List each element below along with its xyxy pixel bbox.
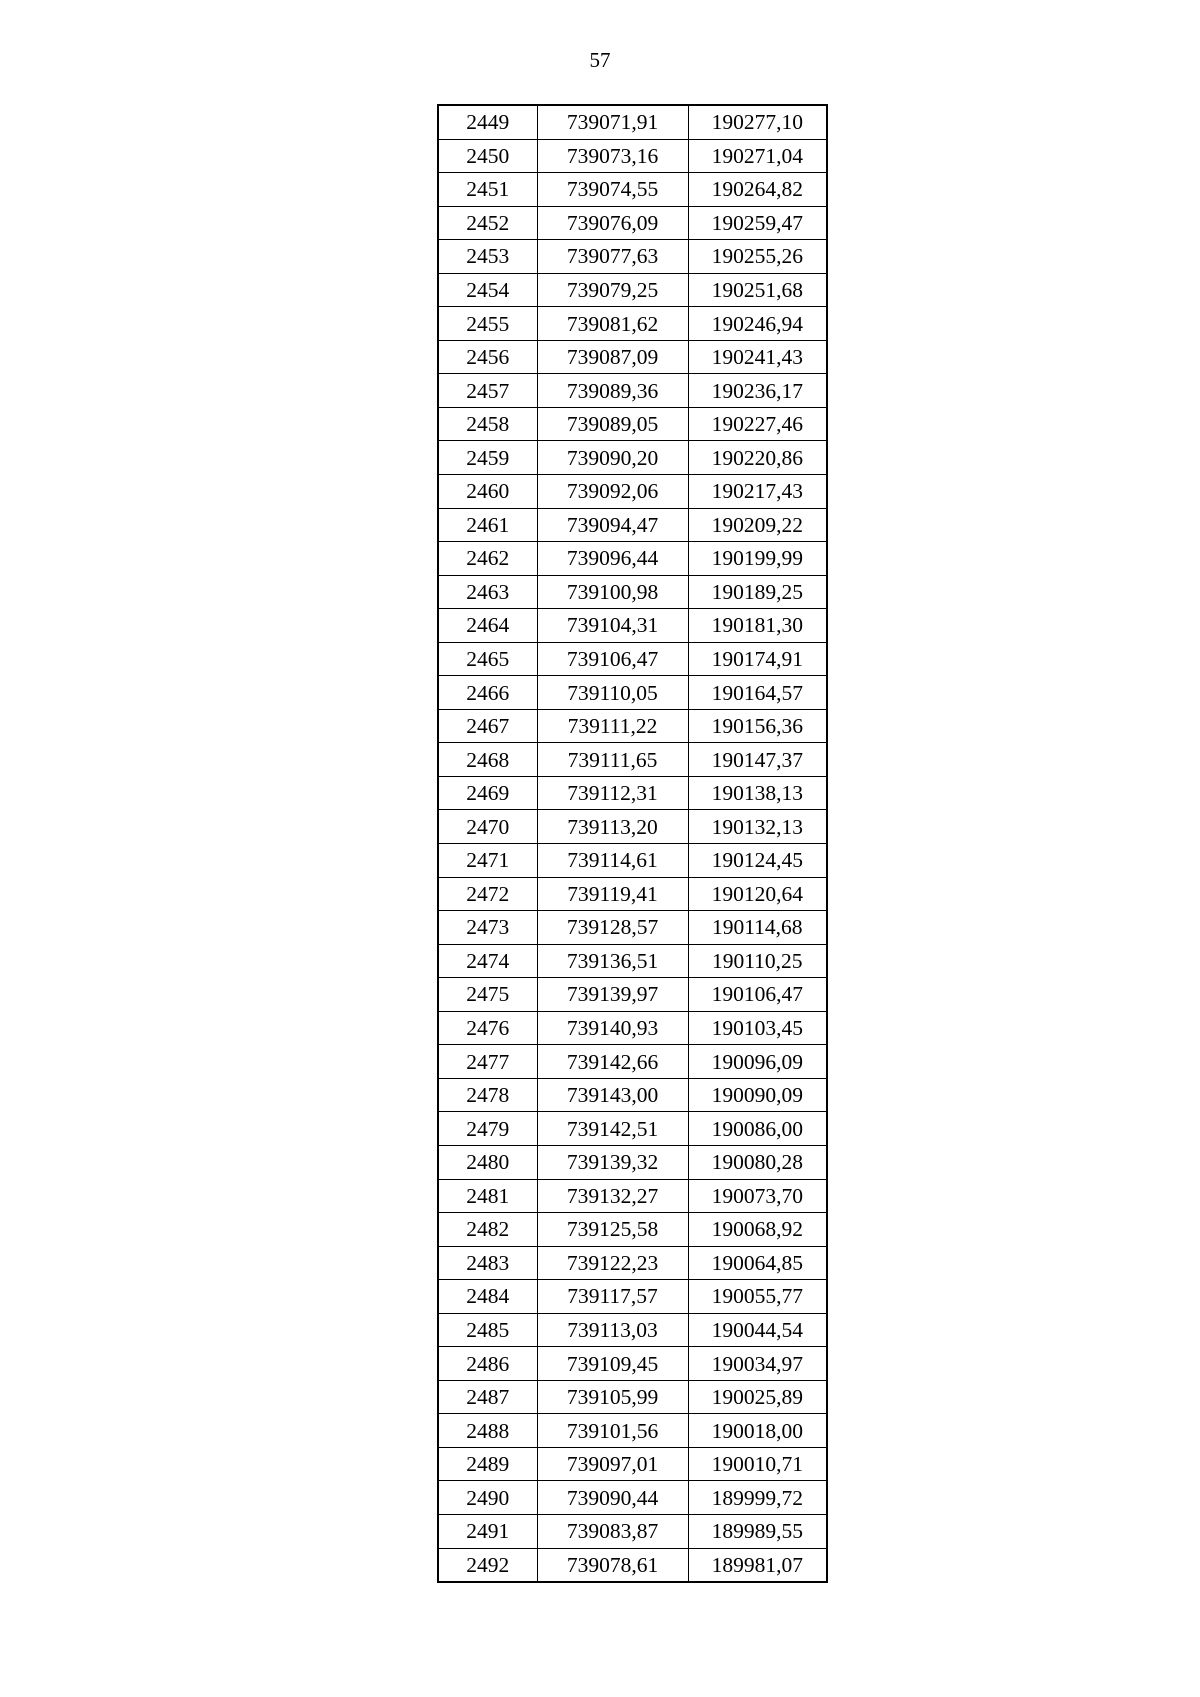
x-coordinate-cell: 739077,63 [537,240,688,274]
point-number-cell: 2483 [438,1246,537,1280]
y-coordinate-cell: 190174,91 [688,642,827,676]
y-coordinate-cell: 190025,89 [688,1380,827,1414]
point-number-cell: 2458 [438,407,537,441]
y-coordinate-cell: 190236,17 [688,374,827,408]
table-row [438,1414,827,1448]
y-coordinate-cell: 190138,13 [688,776,827,810]
y-coordinate-cell: 189999,72 [688,1481,827,1515]
y-coordinate-cell: 189981,07 [688,1548,827,1582]
page-number: 57 [589,48,611,72]
point-number-cell: 2465 [438,642,537,676]
x-coordinate-cell: 739090,20 [537,441,688,475]
x-coordinate-cell: 739092,06 [537,475,688,509]
table-row [438,743,827,777]
point-number-cell: 2467 [438,709,537,743]
table-row [438,374,827,408]
table-row [438,1313,827,1347]
x-coordinate-cell: 739111,22 [537,709,688,743]
y-coordinate-cell: 190156,36 [688,709,827,743]
table-row [438,441,827,475]
table-row [438,407,827,441]
y-coordinate-cell: 190264,82 [688,173,827,207]
point-number-cell: 2490 [438,1481,537,1515]
y-coordinate-cell: 190064,85 [688,1246,827,1280]
x-coordinate-cell: 739110,05 [537,676,688,710]
y-coordinate-cell: 190241,43 [688,340,827,374]
table-row [438,709,827,743]
table-row [438,1145,827,1179]
point-number-cell: 2480 [438,1145,537,1179]
x-coordinate-cell: 739140,93 [537,1011,688,1045]
table-row [438,1548,827,1582]
point-number-cell: 2477 [438,1045,537,1079]
table-row [438,340,827,374]
point-number-cell: 2491 [438,1514,537,1548]
table-row [438,307,827,341]
coordinates-table [437,104,828,1583]
point-number-cell: 2457 [438,374,537,408]
y-coordinate-cell: 190209,22 [688,508,827,542]
x-coordinate-cell: 739143,00 [537,1078,688,1112]
table-row [438,911,827,945]
table-row [438,1045,827,1079]
point-number-cell: 2460 [438,475,537,509]
x-coordinate-cell: 739117,57 [537,1280,688,1314]
x-coordinate-cell: 739113,03 [537,1313,688,1347]
point-number-cell: 2452 [438,206,537,240]
point-number-cell: 2455 [438,307,537,341]
y-coordinate-cell: 190277,10 [688,105,827,139]
table-row [438,542,827,576]
y-coordinate-cell: 190103,45 [688,1011,827,1045]
y-coordinate-cell: 190086,00 [688,1112,827,1146]
x-coordinate-cell: 739078,61 [537,1548,688,1582]
point-number-cell: 2482 [438,1213,537,1247]
point-number-cell: 2492 [438,1548,537,1582]
x-coordinate-cell: 739106,47 [537,642,688,676]
point-number-cell: 2451 [438,173,537,207]
y-coordinate-cell: 190132,13 [688,810,827,844]
point-number-cell: 2476 [438,1011,537,1045]
coordinates-table-body [438,105,827,1582]
table-row [438,844,827,878]
x-coordinate-cell: 739136,51 [537,944,688,978]
point-number-cell: 2481 [438,1179,537,1213]
point-number-cell: 2479 [438,1112,537,1146]
table-row [438,1447,827,1481]
point-number-cell: 2464 [438,609,537,643]
point-number-cell: 2474 [438,944,537,978]
table-row [438,609,827,643]
y-coordinate-cell: 190164,57 [688,676,827,710]
y-coordinate-cell: 190106,47 [688,978,827,1012]
table-row [438,1280,827,1314]
y-coordinate-cell: 190259,47 [688,206,827,240]
y-coordinate-cell: 190096,09 [688,1045,827,1079]
x-coordinate-cell: 739142,66 [537,1045,688,1079]
point-number-cell: 2461 [438,508,537,542]
table-row [438,1179,827,1213]
point-number-cell: 2486 [438,1347,537,1381]
x-coordinate-cell: 739125,58 [537,1213,688,1247]
y-coordinate-cell: 190120,64 [688,877,827,911]
x-coordinate-cell: 739096,44 [537,542,688,576]
x-coordinate-cell: 739090,44 [537,1481,688,1515]
x-coordinate-cell: 739071,91 [537,105,688,139]
point-number-cell: 2485 [438,1313,537,1347]
x-coordinate-cell: 739111,65 [537,743,688,777]
point-number-cell: 2449 [438,105,537,139]
y-coordinate-cell: 189989,55 [688,1514,827,1548]
y-coordinate-cell: 190255,26 [688,240,827,274]
y-coordinate-cell: 190044,54 [688,1313,827,1347]
table-row [438,877,827,911]
point-number-cell: 2468 [438,743,537,777]
table-row [438,1011,827,1045]
y-coordinate-cell: 190114,68 [688,911,827,945]
x-coordinate-cell: 739083,87 [537,1514,688,1548]
table-row [438,944,827,978]
table-row [438,139,827,173]
x-coordinate-cell: 739087,09 [537,340,688,374]
table-row [438,1246,827,1280]
x-coordinate-cell: 739105,99 [537,1380,688,1414]
table-row [438,810,827,844]
table-row [438,1347,827,1381]
table-row [438,1481,827,1515]
x-coordinate-cell: 739132,27 [537,1179,688,1213]
point-number-cell: 2462 [438,542,537,576]
point-number-cell: 2463 [438,575,537,609]
x-coordinate-cell: 739142,51 [537,1112,688,1146]
table-row [438,173,827,207]
y-coordinate-cell: 190217,43 [688,475,827,509]
table-row [438,676,827,710]
y-coordinate-cell: 190227,46 [688,407,827,441]
x-coordinate-cell: 739128,57 [537,911,688,945]
point-number-cell: 2453 [438,240,537,274]
x-coordinate-cell: 739097,01 [537,1447,688,1481]
y-coordinate-cell: 190068,92 [688,1213,827,1247]
table-row [438,475,827,509]
y-coordinate-cell: 190251,68 [688,273,827,307]
y-coordinate-cell: 190110,25 [688,944,827,978]
y-coordinate-cell: 190147,37 [688,743,827,777]
x-coordinate-cell: 739100,98 [537,575,688,609]
table-row [438,776,827,810]
table-row [438,240,827,274]
x-coordinate-cell: 739089,36 [537,374,688,408]
table-row [438,1112,827,1146]
y-coordinate-cell: 190010,71 [688,1447,827,1481]
y-coordinate-cell: 190246,94 [688,307,827,341]
x-coordinate-cell: 739104,31 [537,609,688,643]
y-coordinate-cell: 190271,04 [688,139,827,173]
table-row [438,273,827,307]
y-coordinate-cell: 190189,25 [688,575,827,609]
x-coordinate-cell: 739101,56 [537,1414,688,1448]
point-number-cell: 2488 [438,1414,537,1448]
y-coordinate-cell: 190073,70 [688,1179,827,1213]
table-row [438,1514,827,1548]
point-number-cell: 2450 [438,139,537,173]
table-row [438,206,827,240]
table-row [438,978,827,1012]
x-coordinate-cell: 739139,32 [537,1145,688,1179]
x-coordinate-cell: 739089,05 [537,407,688,441]
point-number-cell: 2472 [438,877,537,911]
x-coordinate-cell: 739076,09 [537,206,688,240]
x-coordinate-cell: 739139,97 [537,978,688,1012]
point-number-cell: 2459 [438,441,537,475]
table-row [438,642,827,676]
point-number-cell: 2473 [438,911,537,945]
table-row [438,508,827,542]
y-coordinate-cell: 190034,97 [688,1347,827,1381]
y-coordinate-cell: 190090,09 [688,1078,827,1112]
y-coordinate-cell: 190080,28 [688,1145,827,1179]
x-coordinate-cell: 739074,55 [537,173,688,207]
table-row [438,105,827,139]
point-number-cell: 2487 [438,1380,537,1414]
x-coordinate-cell: 739122,23 [537,1246,688,1280]
y-coordinate-cell: 190199,99 [688,542,827,576]
point-number-cell: 2454 [438,273,537,307]
x-coordinate-cell: 739112,31 [537,776,688,810]
point-number-cell: 2478 [438,1078,537,1112]
point-number-cell: 2471 [438,844,537,878]
x-coordinate-cell: 739119,41 [537,877,688,911]
point-number-cell: 2456 [438,340,537,374]
x-coordinate-cell: 739113,20 [537,810,688,844]
point-number-cell: 2475 [438,978,537,1012]
table-row [438,1078,827,1112]
table-row [438,1380,827,1414]
x-coordinate-cell: 739073,16 [537,139,688,173]
point-number-cell: 2470 [438,810,537,844]
y-coordinate-cell: 190055,77 [688,1280,827,1314]
point-number-cell: 2469 [438,776,537,810]
point-number-cell: 2489 [438,1447,537,1481]
point-number-cell: 2484 [438,1280,537,1314]
point-number-cell: 2466 [438,676,537,710]
x-coordinate-cell: 739109,45 [537,1347,688,1381]
y-coordinate-cell: 190181,30 [688,609,827,643]
x-coordinate-cell: 739081,62 [537,307,688,341]
table-row [438,1213,827,1247]
x-coordinate-cell: 739094,47 [537,508,688,542]
y-coordinate-cell: 190018,00 [688,1414,827,1448]
x-coordinate-cell: 739114,61 [537,844,688,878]
x-coordinate-cell: 739079,25 [537,273,688,307]
y-coordinate-cell: 190220,86 [688,441,827,475]
table-row [438,575,827,609]
y-coordinate-cell: 190124,45 [688,844,827,878]
